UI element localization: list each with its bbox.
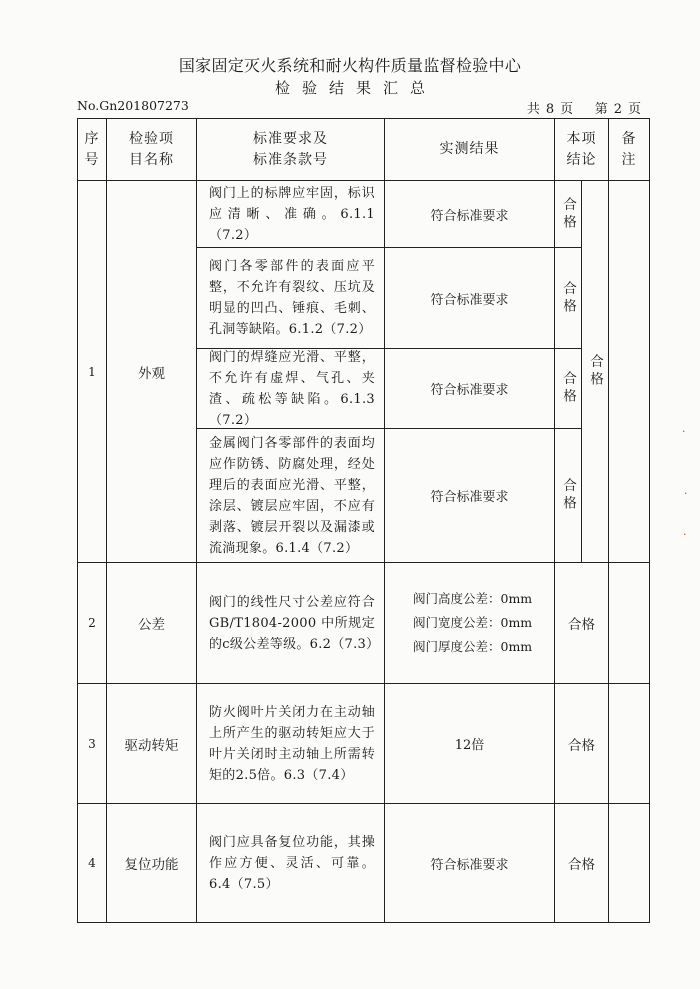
- row4-req-text: 阀门应具备复位功能，其操作应方便、灵活、可靠。6.4（7.5）: [209, 834, 375, 892]
- row1-sub3-concl-text: 合格: [560, 371, 576, 406]
- row3-item-name: [106, 683, 197, 804]
- row3-note: [608, 683, 650, 804]
- page-current-suffix: 页: [627, 102, 642, 117]
- row2-result-line3: 阀门厚度公差：0mm: [413, 639, 533, 654]
- header-req-line2: 标准条款号: [253, 151, 328, 168]
- row3-seq-value: 3: [88, 736, 96, 751]
- row1-sub1-concl-text: 合格: [560, 196, 576, 232]
- header-note-line1: 备: [621, 130, 637, 147]
- row4-seq-value: 4: [88, 856, 96, 870]
- row4-conclusion: [554, 803, 609, 923]
- header-seq-line1: 序: [84, 130, 100, 147]
- row3-result-text: 12倍: [454, 738, 485, 753]
- row2-item-name-text: 公差: [138, 617, 165, 633]
- row1-sub1-result: [384, 180, 555, 248]
- row1-sub1-requirement: [196, 180, 385, 248]
- row1-sub2-concl-text: 合格: [560, 280, 576, 316]
- row1-seq-value: 1: [88, 364, 96, 379]
- row1-sub1-result-text: 符合标准要求: [430, 208, 509, 224]
- row4-result-text: 符合标准要求: [430, 857, 509, 873]
- header-seq-line2: 号: [84, 151, 100, 168]
- row1-sub3-requirement: [196, 348, 385, 429]
- row3-item-name-text: 驱动转矩: [124, 737, 179, 754]
- row1-item-name-text: 外观: [138, 365, 165, 382]
- header-seq: [77, 118, 107, 181]
- row1-sub2-req-text: 阀门各零部件的表面应平整，不允许有裂纹、压坑及明显的凹凸、锤痕、毛刺、孔洞等缺陷。6.1.2（7.2）: [209, 259, 375, 337]
- row1-overall-concl-text: 合格: [587, 354, 603, 389]
- row1-sub2-requirement: [196, 247, 385, 349]
- row1-overall-conclusion: [581, 180, 609, 563]
- page-current-prefix: 第: [594, 102, 609, 117]
- row3-concl-text: 合格: [568, 737, 595, 754]
- page-total-suffix: 页: [560, 102, 575, 117]
- row4-item-name-text: 复位功能: [124, 857, 179, 873]
- row1-sub1-conclusion: [554, 180, 582, 248]
- seal-fragment-top: ·: [682, 425, 686, 438]
- row1-sub2-result-text: 符合标准要求: [430, 292, 509, 308]
- row3-conclusion: [554, 683, 609, 804]
- row4-result: [384, 803, 555, 923]
- row3-requirement: [196, 683, 385, 804]
- header-item-line1: 检验项: [129, 130, 174, 147]
- row1-sub4-req-text: 金属阀门各零部件的表面均应作防锈、防腐处理，经处理后的表面应光滑、平整，涂层、镀层应牢固，不应有剥落、镀层开裂以及漏漆或流淌现象。6.1.4（7.2）: [209, 435, 375, 556]
- report-number: No.Gn201807273: [77, 98, 189, 113]
- row1-sub2-result: [384, 247, 555, 349]
- row1-sub4-conclusion: [554, 428, 582, 563]
- header-concl-line1: 本项: [566, 130, 597, 147]
- row4-concl-text: 合格: [568, 857, 595, 873]
- doc-title: 检验结果汇总: [274, 79, 437, 97]
- header-conclusion: [554, 118, 609, 181]
- org-title: 国家固定灭火系统和耐火构件质量监督检验中心: [178, 56, 522, 75]
- row1-note: [608, 180, 650, 563]
- row1-sub4-concl-text: 合格: [560, 478, 576, 513]
- page-total-prefix: 共: [526, 102, 541, 117]
- seal-fragment-middle: ·: [684, 487, 688, 500]
- page-total: 8: [545, 102, 556, 117]
- row1-item-name: [106, 180, 197, 563]
- row3-req-text: 防火阀叶片关闭力在主动轴上所产生的驱动转矩应大于叶片关闭时主动轴上所需转矩的2.5倍。6.3（7.4）: [209, 704, 375, 783]
- header-result: [384, 118, 555, 181]
- row1-sub4-result-text: 符合标准要求: [430, 490, 509, 505]
- row1-sub1-req-text: 阀门上的标牌应牢固，标识应清晰、准确。6.1.1（7.2）: [209, 185, 375, 243]
- row2-result: [384, 562, 555, 684]
- header-req-line1: 标准要求及: [253, 130, 328, 147]
- page-info: [527, 98, 642, 117]
- header-item-line2: 目名称: [129, 151, 174, 168]
- row1-seq: [77, 180, 107, 563]
- row3-result: [384, 683, 555, 804]
- header-requirement: [196, 118, 385, 181]
- row2-req-text: 阀门的线性尺寸公差应符合GB/T1804-2000 中所规定的c级公差等级。6.2（7.3）: [209, 594, 380, 652]
- row2-seq-value: 2: [88, 616, 96, 630]
- header-note-line2: 注: [621, 151, 637, 168]
- row1-sub3-req-text: 阀门的焊缝应光滑、平整，不允许有虚焊、气孔、夹渣、疏松等缺陷。6.1.3（7.2）: [209, 349, 375, 428]
- row4-seq: [77, 803, 107, 923]
- page-current: 2: [613, 102, 623, 117]
- header-concl-line2: 结论: [566, 151, 597, 168]
- row1-sub3-result: [384, 348, 555, 429]
- seal-fragment-bottom: ·: [683, 528, 687, 541]
- row2-requirement: [196, 562, 385, 684]
- header-result-label: 实测结果: [439, 141, 500, 157]
- row2-concl-text: 合格: [568, 617, 595, 633]
- row4-item-name: [106, 803, 197, 923]
- row4-note: [608, 803, 650, 923]
- row2-conclusion: [554, 562, 609, 684]
- row4-requirement: [196, 803, 385, 923]
- row1-sub2-conclusion: [554, 247, 582, 349]
- row2-seq: [77, 562, 107, 684]
- header-note: [608, 118, 650, 181]
- row3-seq: [77, 683, 107, 804]
- row2-item-name: [106, 562, 197, 684]
- row1-sub4-result: [384, 428, 555, 563]
- row1-sub3-result-text: 符合标准要求: [430, 383, 509, 398]
- row1-sub3-conclusion: [554, 348, 582, 429]
- header-item-name: [106, 118, 197, 181]
- row1-sub4-requirement: [196, 428, 385, 563]
- row2-result-line1: 阀门高度公差：0mm: [413, 591, 533, 606]
- row2-result-line2: 阀门宽度公差：0mm: [413, 615, 533, 630]
- row2-note: [608, 562, 650, 684]
